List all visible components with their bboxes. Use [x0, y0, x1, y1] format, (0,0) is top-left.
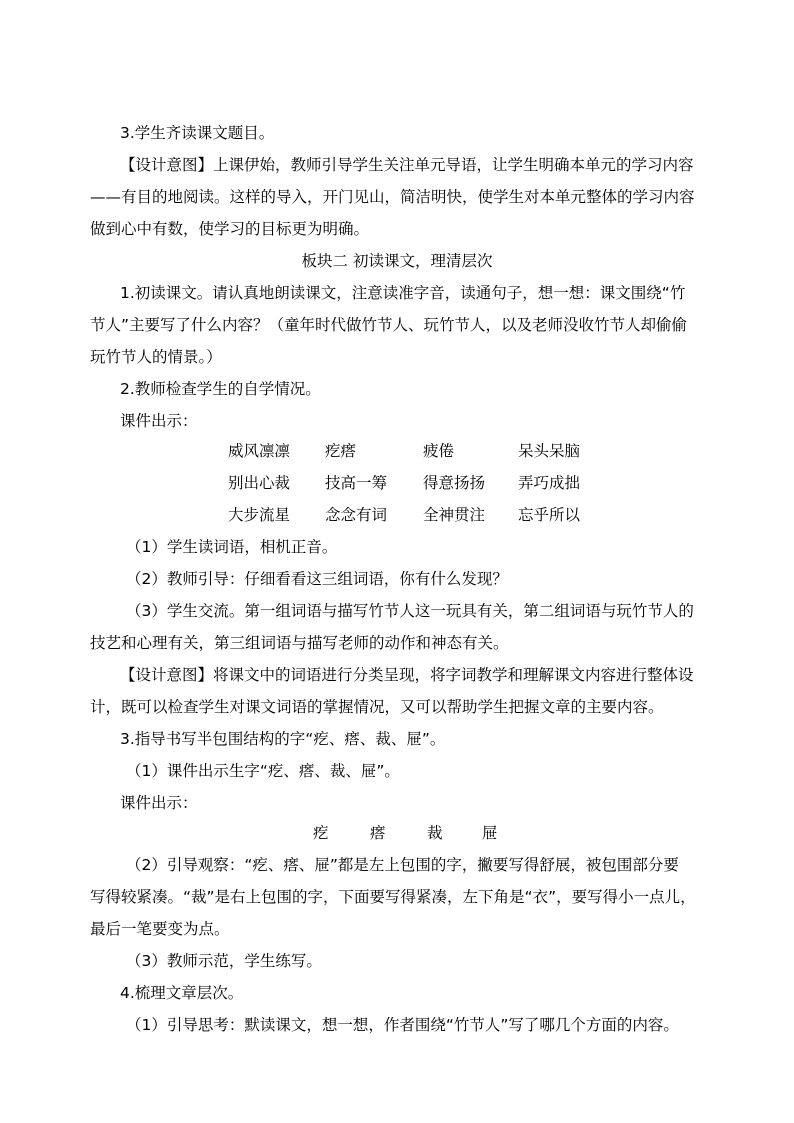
character: 裁: [427, 824, 443, 842]
vocab-word: 威风凛凛: [228, 442, 291, 460]
character: 疙: [313, 824, 329, 842]
text-line: 最后一笔要变为点。: [90, 920, 230, 938]
character: 瘩: [370, 824, 386, 842]
text-line: 计，既可以检查学生对课文词语的掌握情况，又可以帮助学生把握文章的主要内容。: [90, 698, 664, 716]
text-line: 节人”主要写了什么内容？（童年时代做竹节人、玩竹节人，以及老师没收竹节人却偷偷: [90, 316, 688, 334]
text-line: 课件出示：: [120, 794, 198, 812]
text-line: （2）教师引导：仔细看看这三组词语，你有什么发现？: [126, 570, 508, 588]
design-intent-paragraph: 【设计意图】将课文中的词语进行分类呈现，将字词教学和理解课文内容进行整体设: [120, 666, 694, 684]
text-line: 写得较紧凑。“裁”是右上包围的字，下面要写得紧凑，左下角是“衣”，要写得小一点儿，: [90, 888, 696, 906]
text-line: （2）引导观察：“疙、瘩、屉”都是左上包围的字，撇要写得舒展，被包围部分要: [126, 856, 679, 874]
text-line: 技艺和心理有关，第三组词语与描写老师的动作和神态有关。: [90, 634, 509, 652]
text-line: 2.教师检查学生的自学情况。: [120, 380, 321, 398]
vocab-word: 忘乎所以: [518, 506, 581, 524]
vocab-word: 疲倦: [423, 442, 455, 460]
text-line: ——有目的地阅读。这样的导入，开门见山，简洁明快，使学生对本单元整体的学习内容: [90, 188, 695, 206]
text-line: 做到心中有数，使学习的目标更为明确。: [90, 220, 370, 238]
text-line: （1）课件出示生字“疙、瘩、裁、屉”。: [126, 762, 400, 780]
vocab-word: 全神贯注: [423, 506, 486, 524]
text-line: 1.初读课文。请认真地朗读课文，注意读准字音，读通句子，想一想：课文围绕“竹: [120, 284, 686, 302]
vocab-word: 别出心裁: [228, 474, 291, 492]
design-intent-paragraph: 【设计意图】上课伊始，教师引导学生关注单元导语，让学生明确本单元的学习内容: [120, 156, 694, 174]
character: 屉: [482, 824, 498, 842]
text-line: 4.梳理文章层次。: [120, 984, 244, 1002]
vocab-word: 疙瘩: [325, 442, 357, 460]
text-line: （3）教师示范，学生练写。: [126, 952, 322, 970]
text-line: （1）引导思考：默读课文，想一想，作者围绕“竹节人”写了哪几个方面的内容。: [126, 1016, 679, 1034]
section-heading: 板块二 初读课文，理清层次: [301, 252, 493, 270]
vocab-word: 念念有词: [325, 506, 388, 524]
vocab-word: 弄巧成拙: [518, 474, 581, 492]
vocab-word: 得意扬扬: [423, 474, 486, 492]
text-line: （1）学生读词语，相机正音。: [126, 538, 338, 556]
text-line: 3.学生齐读课文题目。: [120, 124, 275, 142]
vocab-word: 呆头呆脑: [518, 442, 581, 460]
text-line: （3）学生交流。第一组词语与描写竹节人这一玩具有关，第二组词语与玩竹节人的: [126, 602, 694, 620]
text-line: 玩竹节人的情景。）: [90, 348, 222, 366]
text-line: 3.指导书写半包围结构的字“疙、瘩、裁、屉”。: [120, 730, 446, 748]
vocab-word: 大步流星: [228, 506, 291, 524]
text-line: 课件出示：: [120, 412, 198, 430]
vocab-word: 技高一筹: [325, 474, 388, 492]
